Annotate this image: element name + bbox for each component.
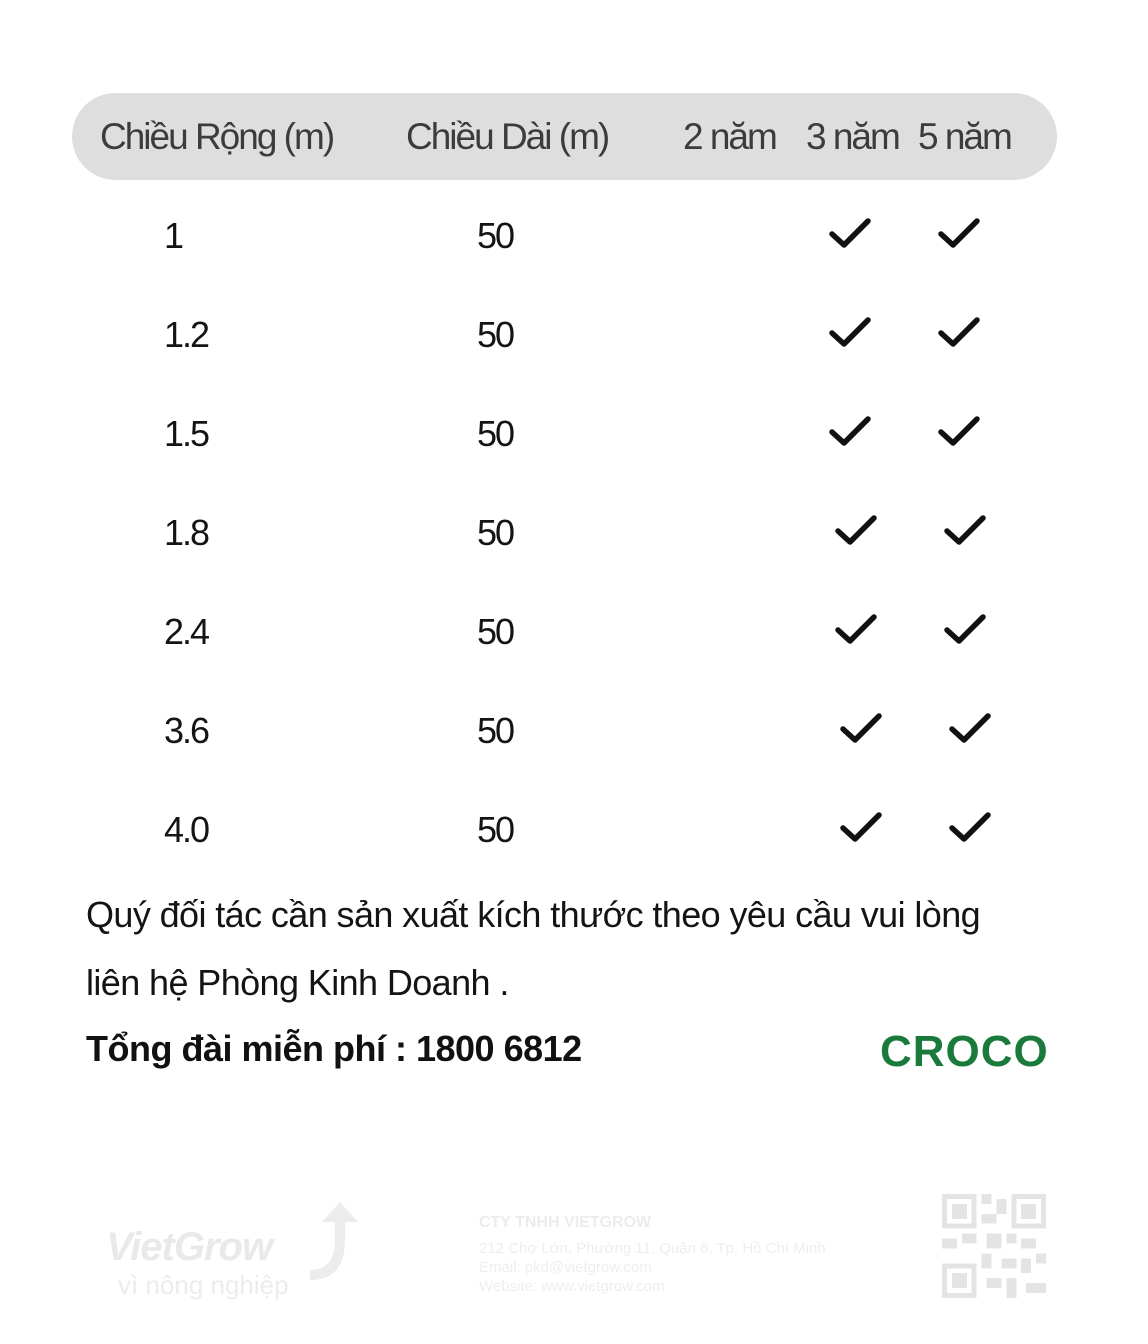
row-width-value: 2.4 xyxy=(164,611,209,652)
watermark-logo: VietGrow xyxy=(106,1225,273,1269)
row-width-value: 1.2 xyxy=(164,314,209,355)
check-icon xyxy=(943,513,987,547)
row-length-value: 50 xyxy=(477,512,514,553)
check-icon xyxy=(828,414,872,448)
row-length-value: 50 xyxy=(477,809,514,850)
watermark-address: 212 Chợ Lớn, Phường 11, Quận 6, Tp. Hồ Chí Minh xyxy=(479,1240,826,1257)
table-row xyxy=(0,701,1148,761)
table-row xyxy=(0,800,1148,860)
header-length: Chiều Dài (m) xyxy=(406,116,609,157)
watermark-slogan: vì nông nghiệp xyxy=(118,1270,289,1300)
row-length-value: 50 xyxy=(477,413,514,454)
check-icon xyxy=(839,810,883,844)
row-length-value: 50 xyxy=(477,710,514,751)
row-length-value: 50 xyxy=(477,314,514,355)
watermark-company: CTY TNHH VIETGROW xyxy=(479,1214,652,1231)
check-icon xyxy=(834,612,878,646)
arrow-up-icon xyxy=(290,1200,370,1290)
check-icon xyxy=(937,414,981,448)
check-icon xyxy=(948,711,992,745)
brand-logo: CROCO xyxy=(880,1027,1049,1076)
watermark-email: Email: pkd@vietgrow.com xyxy=(479,1259,652,1276)
check-icon xyxy=(937,216,981,250)
check-icon xyxy=(828,216,872,250)
check-icon xyxy=(839,711,883,745)
check-icon xyxy=(948,810,992,844)
header-3-years: 3 năm xyxy=(806,116,899,157)
table-row xyxy=(0,305,1148,365)
check-icon xyxy=(937,315,981,349)
header-2-years: 2 năm xyxy=(683,116,776,157)
row-width-value: 1.5 xyxy=(164,413,209,454)
row-width-value: 4.0 xyxy=(164,809,209,850)
table-header xyxy=(72,93,1057,180)
table-row xyxy=(0,404,1148,464)
row-length-value: 50 xyxy=(477,611,514,652)
row-width-value: 3.6 xyxy=(164,710,209,751)
table-row xyxy=(0,503,1148,563)
table-row xyxy=(0,206,1148,266)
row-length-value: 50 xyxy=(477,215,514,256)
check-icon xyxy=(943,612,987,646)
header-5-years: 5 năm xyxy=(918,116,1011,157)
note-line-2: liên hệ Phòng Kinh Doanh . xyxy=(86,962,509,1003)
check-icon xyxy=(828,315,872,349)
row-width-value: 1 xyxy=(164,215,183,256)
header-width: Chiều Rộng (m) xyxy=(100,116,334,157)
qr-code-icon xyxy=(942,1194,1046,1298)
row-width-value: 1.8 xyxy=(164,512,209,553)
hotline-text: Tổng đài miễn phí : 1800 6812 xyxy=(86,1028,582,1069)
check-icon xyxy=(834,513,878,547)
watermark-website: Website: www.vietgrow.com xyxy=(479,1278,665,1295)
note-line-1: Quý đối tác cần sản xuất kích thước theo yêu cầu vui lòng xyxy=(86,894,981,935)
table-row xyxy=(0,602,1148,662)
